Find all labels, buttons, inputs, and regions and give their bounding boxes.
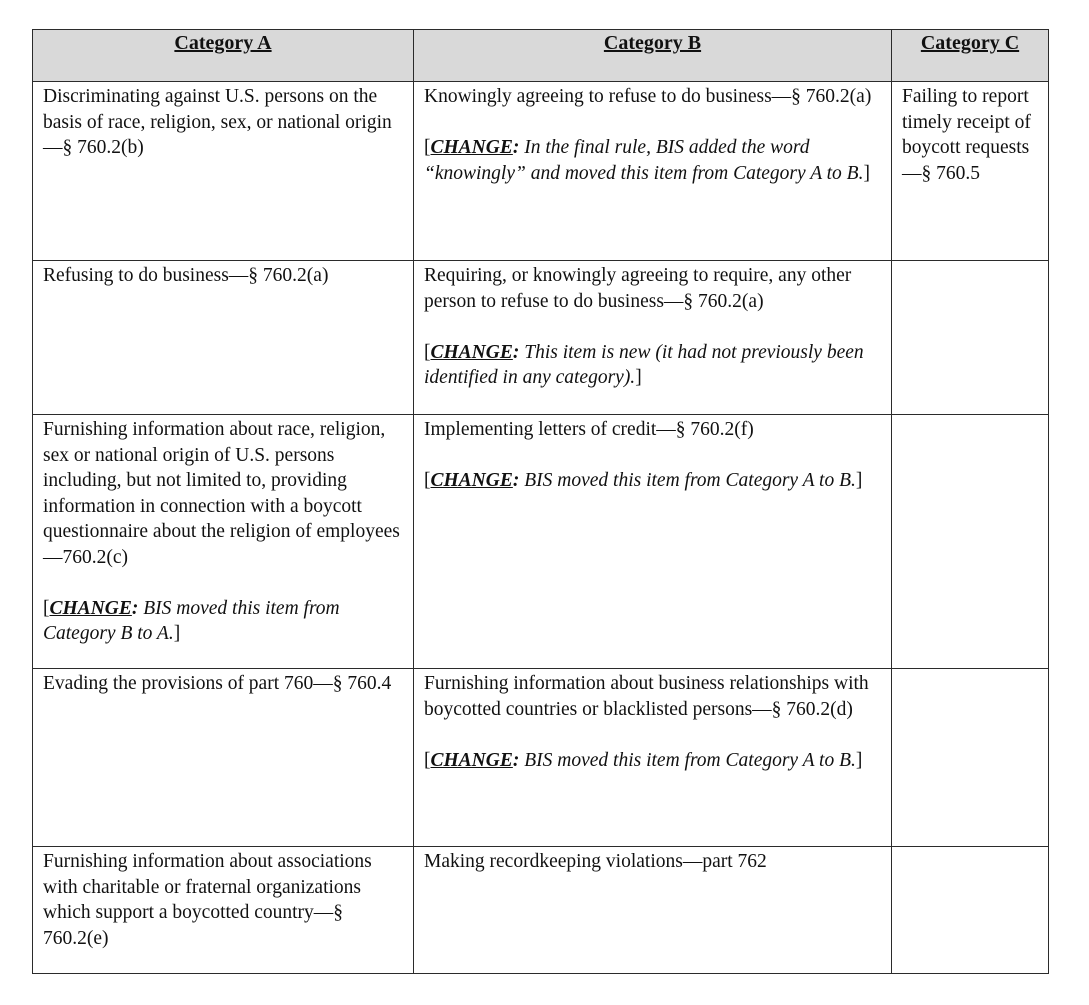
cell-category-a [33,261,414,415]
table-row [33,82,1049,261]
change-text: : BIS moved this item from Category A to B. [512,470,856,491]
cell-category-c [892,847,1049,974]
change-note: [CHANGE: BIS moved this item from Category A to B.] [424,749,863,771]
change-text: : BIS moved this item from Category B to A. [43,597,340,644]
change-note: [CHANGE: In the final rule, BIS added the word “knowingly” and moved this item from Category A to B.] [424,137,870,184]
header-category-b: Category B [414,30,892,82]
cell-category-c [892,261,1049,415]
cell-category-b [414,847,892,974]
cell-category-c [892,669,1049,847]
cell-category-b [414,415,892,669]
violation-text: Evading the provisions of part 760—§ 760.4 [43,673,392,694]
change-colon: : [131,597,139,619]
cell-category-a [33,847,414,974]
cell-category-a [33,82,414,261]
table-row [33,415,1049,669]
change-colon: : [512,749,520,771]
cell-category-b [414,261,892,415]
change-label: CHANGE [430,470,513,491]
header-row [33,30,1049,82]
violation-text: Discriminating against U.S. persons on the basis of race, religion, sex, or national origin—§ 760.2(b) [43,86,392,158]
header-category-c: Category C [892,30,1049,82]
violation-text: Refusing to do business—§ 760.2(a) [43,265,329,286]
violation-text: Furnishing information about race, religion, sex or national origin of U.S. persons including, but not limited to, providing information in connection with a boycott questionnaire about the religion of employees—760.2(c) [43,419,400,568]
violation-text: Implementing letters of credit—§ 760.2(f) [424,419,754,440]
cell-category-b [414,669,892,847]
change-label: CHANGE [430,341,513,363]
change-text: : This item is new (it had not previously been identified in any category). [424,341,864,388]
cell-category-c [892,82,1049,261]
cell-category-b [414,82,892,261]
change-note: [CHANGE: This item is new (it had not previously been identified in any category).] [424,341,864,388]
violation-text: Knowingly agreeing to refuse to do business—§ 760.2(a) [424,86,872,107]
change-text: : In the final rule, BIS added the word “knowingly” and moved this item from Category A to B. [424,137,864,184]
table-row [33,669,1049,847]
change-colon: : [512,341,520,363]
cell-category-a [33,415,414,669]
table-row [33,261,1049,415]
violation-text: Requiring, or knowingly agreeing to require, any other person to refuse to do business—§ 760.2(a) [424,265,852,312]
change-note: [CHANGE: BIS moved this item from Category B to A.] [43,597,340,644]
change-label: CHANGE [49,597,132,619]
violation-text: Furnishing information about business relationships with boycotted countries or blacklisted persons—§ 760.2(d) [424,673,869,720]
change-note: [CHANGE: BIS moved this item from Category A to B.] [424,470,863,491]
violation-text: Making recordkeeping violations—part 762 [424,851,767,872]
category-table [32,29,1049,974]
change-label: CHANGE [430,137,513,158]
cell-category-a [33,669,414,847]
violation-text: Furnishing information about associations with charitable or fraternal organizations which support a boycotted country—§ 760.2(e) [43,851,372,949]
change-text: : BIS moved this item from Category A to B. [512,749,856,771]
header-category-a: Category A [33,30,414,82]
table-row [33,847,1049,974]
cell-category-c [892,415,1049,669]
change-colon: : [512,470,520,491]
change-label: CHANGE [430,749,513,771]
violation-text: Failing to report timely receipt of boycott requests—§ 760.5 [902,86,1031,184]
change-colon: : [512,137,520,158]
